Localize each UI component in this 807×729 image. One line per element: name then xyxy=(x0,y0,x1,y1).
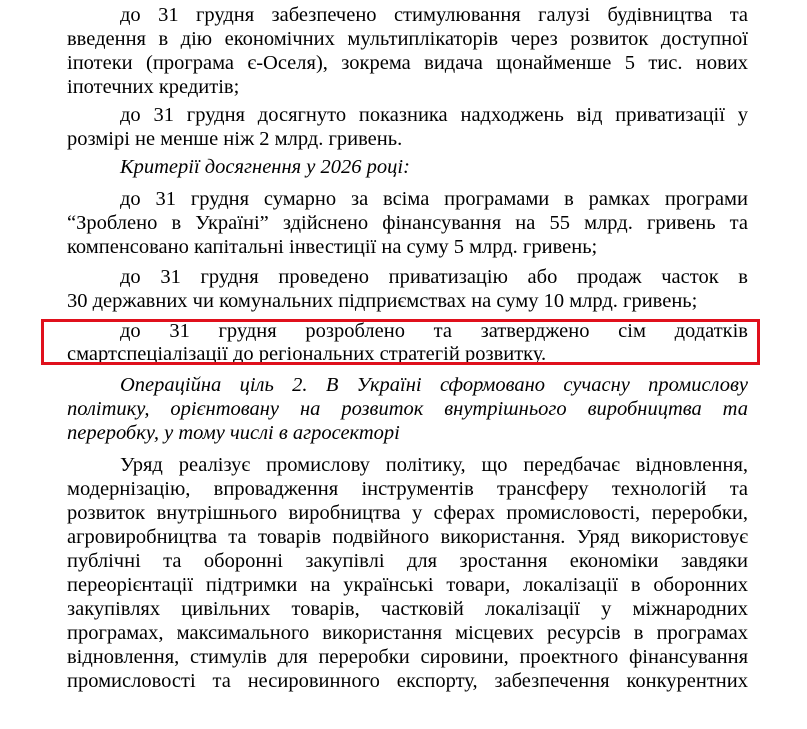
text-line: розмірі не менше ніж 2 млрд. гривень. xyxy=(67,128,403,150)
text-line: іпотечних кредитів; xyxy=(67,76,240,98)
criteria-heading: Критерії досягнення у 2026 році: xyxy=(120,156,410,178)
text-line: переорієнтації підтримки на українські товари, локалізації в оборонних xyxy=(67,574,748,596)
text-line: до 31 грудня забезпечено стимулювання галузі будівництва та xyxy=(120,4,748,26)
text-line: 30 державних чи комунальних підприємствах на суму 10 млрд. гривень; xyxy=(67,290,698,312)
text-line: агровиробництва та товарів подвійного використання. Уряд використовує xyxy=(67,526,748,548)
text-line: введення в дію економічних мультиплікаторів через розвиток доступної xyxy=(67,28,748,50)
operational-goal-heading: переробку, у тому числі в агросекторі xyxy=(67,422,400,444)
text-line: компенсовано капітальні інвестиції на суму 5 млрд. гривень; xyxy=(67,236,598,258)
text-line: до 31 грудня проведено приватизацію або продаж часток в xyxy=(120,266,748,288)
text-line: публічні та оборонні закупівлі для зростання економіки завдяки xyxy=(67,550,748,572)
text-line: модернізацію, впровадження інструментів трансферу технологій та xyxy=(67,478,748,500)
highlighted-text-line: смартспеціалізації до регіональних стратегій розвитку. xyxy=(67,343,547,365)
operational-goal-heading: політику, орієнтовану на розвиток внутрішнього виробництва та xyxy=(67,398,748,420)
text-line: промисловості та несировинного експорту, забезпечення конкурентних xyxy=(67,670,748,692)
text-line: до 31 грудня досягнуто показника надходжень від приватизації у xyxy=(120,104,748,126)
text-line: програмах, максимального використання місцевих ресурсів в програмах xyxy=(67,622,748,644)
text-line: Уряд реалізує промислову політику, що передбачає відновлення, xyxy=(120,454,748,476)
text-line: “Зроблено в Україні” здійснено фінансування на 55 млрд. гривень та xyxy=(67,212,748,234)
red-highlight-box xyxy=(41,319,760,365)
operational-goal-heading: Операційна ціль 2. В Україні сформовано сучасну промислову xyxy=(120,374,748,396)
text-line: іпотеки (програма є-Оселя), зокрема видача щонайменше 5 тис. нових xyxy=(67,52,748,74)
highlighted-text-line: до 31 грудня розроблено та затверджено сім додатків xyxy=(120,320,748,342)
text-line: закупівлях цивільних товарів, частковій локалізації у міжнародних xyxy=(67,598,748,620)
text-line: відновлення, стимулів для переробки сировини, проектного фінансування xyxy=(67,646,748,668)
text-line: розвиток внутрішнього виробництва у сферах промисловості, переробки, xyxy=(67,502,748,524)
text-line: до 31 грудня сумарно за всіма програмами в рамках програми xyxy=(120,188,748,210)
